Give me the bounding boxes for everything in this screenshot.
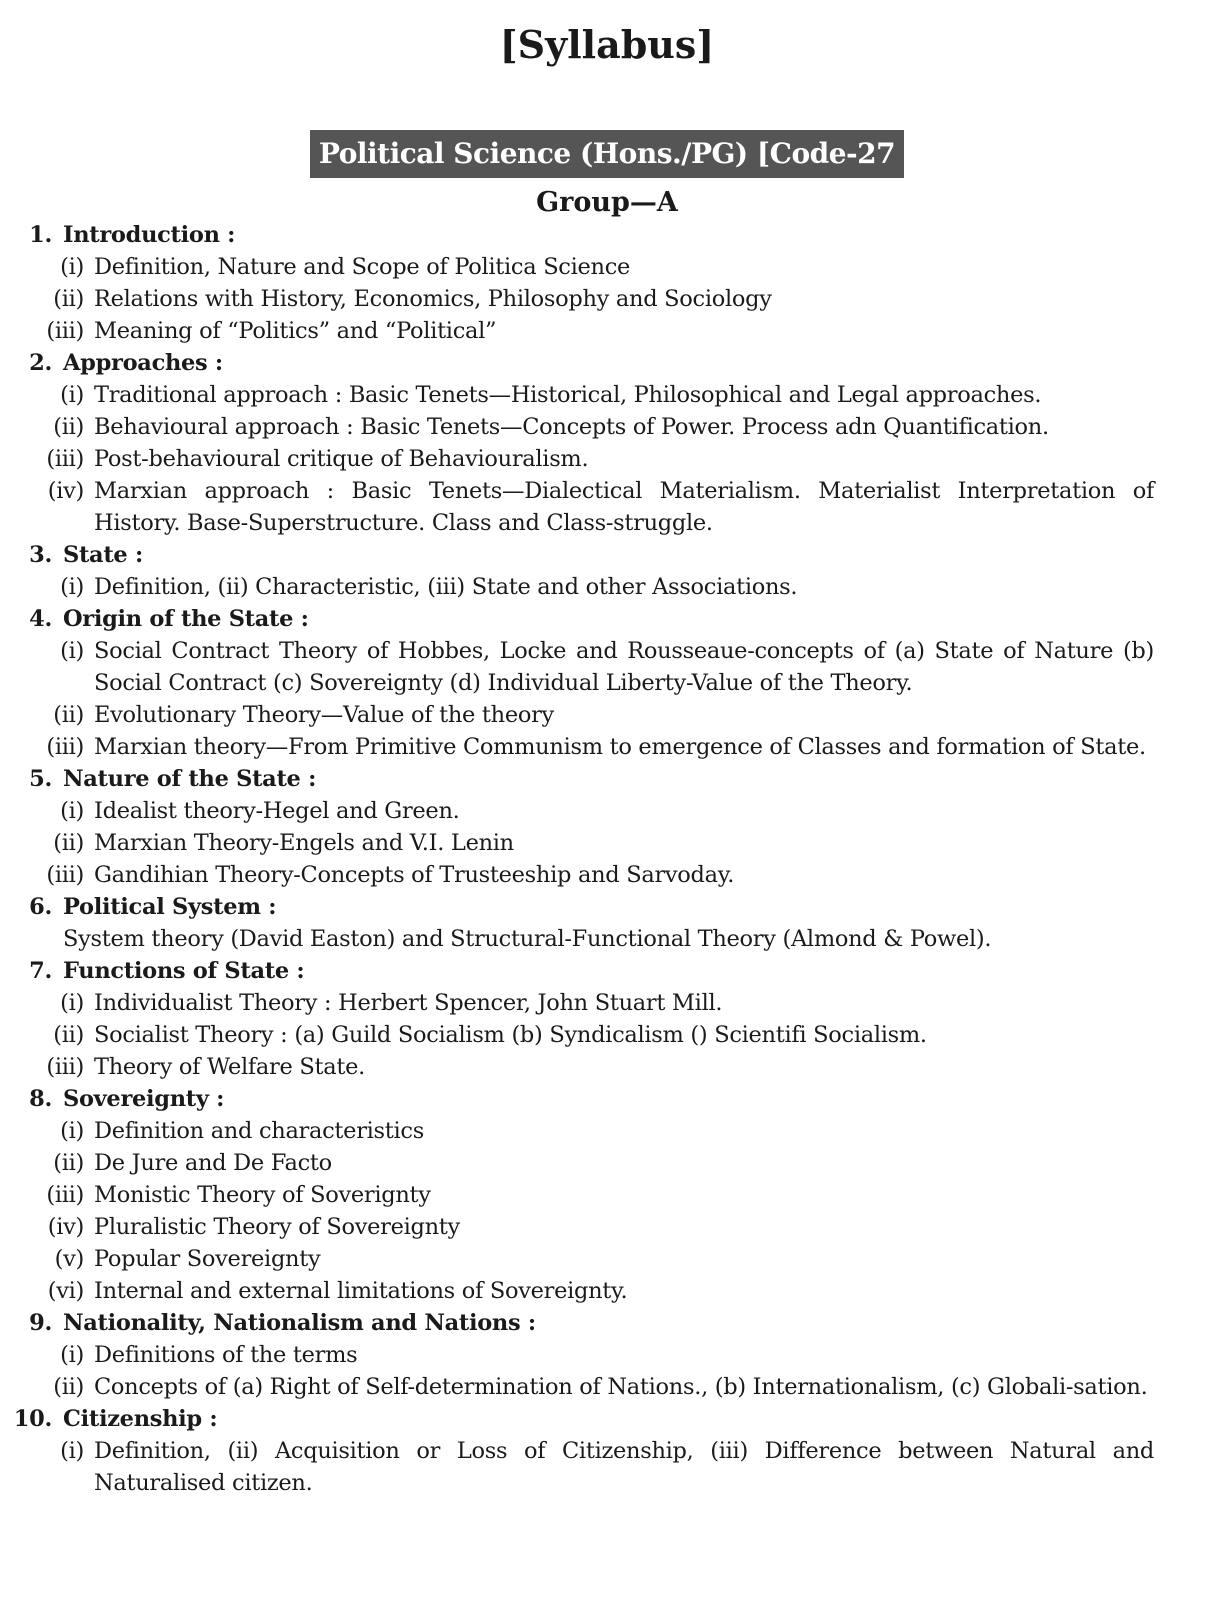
item-text: De Jure and De Facto (94, 1150, 332, 1176)
syllabus-item (0, 1371, 1214, 1403)
item-number: (ii) (53, 1022, 84, 1048)
section-title: Functions of State : (63, 958, 305, 984)
section-title: Origin of the State : (63, 606, 309, 632)
item-text: Socialist Theory : (a) Guild Socialism (b) Syndicalism () Scientifi Socialism. (94, 1022, 927, 1048)
section-heading (0, 1307, 1214, 1339)
syllabus-item (0, 1179, 1214, 1211)
section-number: 6. (29, 894, 52, 920)
item-text: Relations with History, Economics, Philosophy and Sociology (94, 286, 772, 312)
section-number: 3. (29, 542, 52, 568)
syllabus-item (0, 571, 1214, 603)
section-title: Nature of the State : (63, 766, 317, 792)
item-text: Theory of Welfare State. (94, 1054, 365, 1080)
section-number: 2. (29, 350, 52, 376)
item-text: Popular Sovereignty (94, 1246, 321, 1272)
syllabus-item (0, 1211, 1214, 1243)
section-title: Citizenship : (63, 1406, 218, 1432)
syllabus-item (0, 699, 1214, 731)
section-body-text: System theory (David Easton) and Structural-Functional Theory (Almond & Powel). (63, 926, 992, 952)
item-number: (i) (60, 1438, 84, 1464)
syllabus-item (0, 1339, 1214, 1371)
item-text: Definition, (ii) Acquisition or Loss of Citizenship, (iii) Difference between Natural and Naturalised citizen. (94, 1438, 1154, 1496)
section-heading (0, 955, 1214, 987)
item-number: (iv) (47, 478, 84, 504)
syllabus-item (0, 1115, 1214, 1147)
item-number: (iv) (47, 1214, 84, 1240)
item-text: Concepts of (a) Right of Self-determination of Nations., (b) Internationalism, (c) Globali-sation. (94, 1374, 1148, 1400)
item-number: (iii) (46, 1182, 84, 1208)
syllabus-item (0, 379, 1214, 411)
section-number: 9. (29, 1310, 52, 1336)
syllabus-item (0, 475, 1214, 539)
section-title: Political System : (63, 894, 277, 920)
code-banner-container (0, 130, 1214, 178)
item-number: (iii) (46, 318, 84, 344)
item-text: Evolutionary Theory—Value of the theory (94, 702, 554, 728)
syllabus-item (0, 315, 1214, 347)
item-text: Social Contract Theory of Hobbes, Locke and Rousseaue-concepts of (a) State of Nature (b) Social Contract (c) Sovereignty (d) Individual Liberty-Value of the Theory. (94, 638, 1154, 696)
syllabus-item (0, 731, 1214, 763)
item-number: (i) (60, 638, 84, 664)
section-heading (0, 1403, 1214, 1435)
item-number: (v) (54, 1246, 84, 1272)
syllabus-item (0, 1051, 1214, 1083)
item-number: (ii) (53, 830, 84, 856)
section-title: Nationality, Nationalism and Nations : (63, 1310, 536, 1336)
item-number: (iii) (46, 734, 84, 760)
section-heading (0, 763, 1214, 795)
item-text: Marxian theory—From Primitive Communism to emergence of Classes and formation of State. (94, 734, 1146, 760)
syllabus-item (0, 1019, 1214, 1051)
syllabus-item (0, 1243, 1214, 1275)
item-text: Marxian approach : Basic Tenets—Dialectical Materialism. Materialist Interpretation of History. Base-Superstructure. Class and Class-struggle. (94, 478, 1154, 536)
item-number: (i) (60, 798, 84, 824)
section-number: 10. (13, 1406, 52, 1432)
syllabus-item (0, 1435, 1214, 1499)
item-number: (i) (60, 574, 84, 600)
syllabus-item (0, 1275, 1214, 1307)
item-number: (iii) (46, 862, 84, 888)
section-number: 5. (29, 766, 52, 792)
item-text: Gandihian Theory-Concepts of Trusteeship and Sarvoday. (94, 862, 735, 888)
syllabus-item (0, 411, 1214, 443)
syllabus-item (0, 443, 1214, 475)
item-text: Monistic Theory of Soverignty (94, 1182, 431, 1208)
group-heading: Group—A (536, 187, 678, 218)
item-text: Idealist theory-Hegel and Green. (94, 798, 460, 824)
section-heading (0, 891, 1214, 923)
item-number: (i) (60, 1342, 84, 1368)
course-code-banner: Political Science (Hons./PG) [Code-27 (310, 130, 904, 178)
syllabus-item (0, 859, 1214, 891)
syllabus-item (0, 987, 1214, 1019)
section-heading (0, 539, 1214, 571)
item-number: (i) (60, 990, 84, 1016)
item-number: (ii) (53, 286, 84, 312)
item-text: Internal and external limitations of Sovereignty. (94, 1278, 628, 1304)
syllabus-item (0, 827, 1214, 859)
item-text: Individualist Theory : Herbert Spencer, John Stuart Mill. (94, 990, 723, 1016)
item-text: Definition and characteristics (94, 1118, 424, 1144)
section-heading (0, 603, 1214, 635)
section-number: 7. (29, 958, 52, 984)
item-text: Definition, (ii) Characteristic, (iii) State and other Associations. (94, 574, 798, 600)
item-text: Pluralistic Theory of Sovereignty (94, 1214, 460, 1240)
item-number: (ii) (53, 1150, 84, 1176)
syllabus-item (0, 635, 1214, 699)
syllabus-item (0, 795, 1214, 827)
syllabus-item (0, 251, 1214, 283)
item-text: Marxian Theory-Engels and V.I. Lenin (94, 830, 514, 856)
item-text: Post-behavioural critique of Behaviouralism. (94, 446, 589, 472)
section-title: Approaches : (63, 350, 223, 376)
item-text: Traditional approach : Basic Tenets—Historical, Philosophical and Legal approaches. (94, 382, 1042, 408)
section-title: Sovereignty : (63, 1086, 225, 1112)
section-number: 4. (29, 606, 52, 632)
section-number: 1. (29, 222, 52, 248)
item-number: (iii) (46, 446, 84, 472)
section-heading (0, 219, 1214, 251)
item-text: Definitions of the terms (94, 1342, 358, 1368)
section-number: 8. (29, 1086, 52, 1112)
item-number: (ii) (53, 702, 84, 728)
item-text: Behavioural approach : Basic Tenets—Concepts of Power. Process adn Quantification. (94, 414, 1049, 440)
item-number: (ii) (53, 1374, 84, 1400)
section-title: Introduction : (63, 222, 236, 248)
syllabus-item (0, 283, 1214, 315)
page-title: [Syllabus] (499, 22, 715, 67)
syllabus-item (0, 1147, 1214, 1179)
section-heading (0, 1083, 1214, 1115)
item-number: (ii) (53, 414, 84, 440)
item-number: (iii) (46, 1054, 84, 1080)
item-number: (i) (60, 1118, 84, 1144)
item-number: (i) (60, 254, 84, 280)
item-number: (vi) (47, 1278, 84, 1304)
item-number: (i) (60, 382, 84, 408)
syllabus-list (0, 219, 1214, 1499)
section-title: State : (63, 542, 143, 568)
item-text: Meaning of “Politics” and “Political” (94, 318, 497, 344)
section-heading (0, 347, 1214, 379)
item-text: Definition, Nature and Scope of Politica Science (94, 254, 631, 280)
